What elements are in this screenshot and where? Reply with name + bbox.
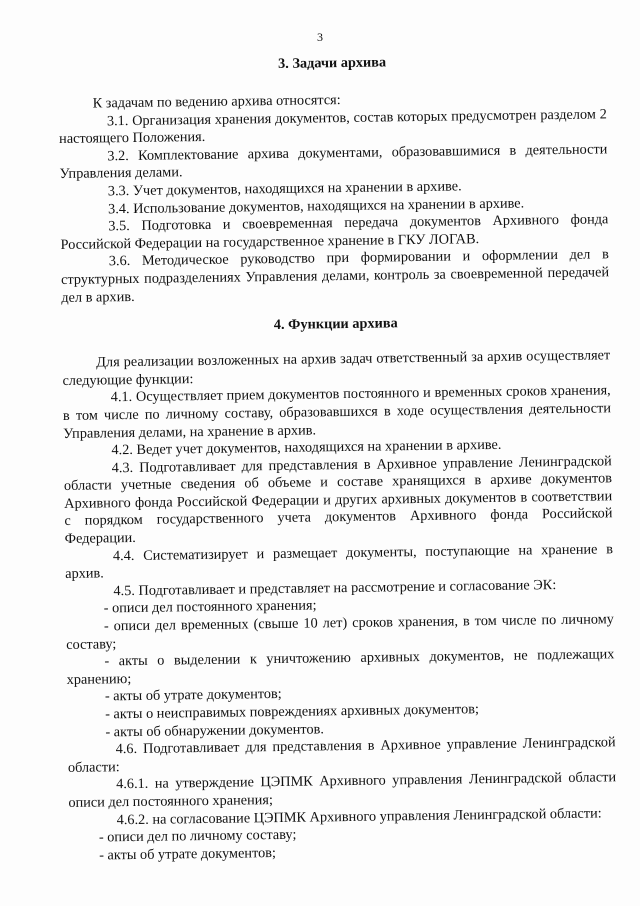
item-3-2: 3.2. Комплектование архива документами, образовавшимися в деятельности Управления делами. [59, 141, 608, 183]
section-3-title: 3. Задачи архива [277, 54, 387, 72]
list-item: - описи дел постоянного хранения; [103, 597, 317, 617]
item-3-1: 3.1. Организация хранения документов, состав которых предусмотрен разделом 2 настоящего Положения. [59, 105, 607, 148]
list-item: - описи дел временных (свыше 10 лет) сроков хранения, в том числе по личному составу; [66, 611, 615, 653]
item-4-4: 4.4. Систематизирует и размещает документы, поступающие на хранение в архив. [65, 540, 614, 583]
document-body [58, 50, 617, 865]
item-3-3: 3.3. Учет документов, находящихся на хранении в архиве. [107, 178, 462, 200]
list-item: - акты о выделении к уничтожению архивных документов, не подлежащих хранению; [66, 646, 615, 688]
list-item: - акты о неисправимых повреждениях архивных документов; [105, 701, 480, 723]
item-4-2: 4.2. Ведет учет документов, находящихся на хранении в архиве. [111, 436, 502, 459]
item-4-6: 4.6. Подготавливает для представления в Архивное управление Ленинградской области: [67, 734, 616, 776]
item-3-6: 3.6. Методическое руководство при формировании и оформлении дел в структурных подразделениях Управления делами, контроль за своевременной передачей дел в архив. [60, 246, 610, 306]
item-4-3: 4.3. Подготавливает для представления в Архивное управление Ленинградской области учетные сведения об объеме и составе хранящихся в архиве документов Архивного фонда Российской Федерации и других архивных документов в соответствии с порядком государственного учета документов Архивного фонда Российской Федерации. [63, 452, 613, 548]
item-4-5: 4.5. Подготавливает и представляет на рассмотрение и согласование ЭК: [113, 576, 557, 600]
section-4-intro: Для реализации возложенных на архив задач ответственный за архив осуществляет следующие функции: [62, 347, 611, 389]
item-4-6-1: 4.6.1. на утверждение ЦЭПМК Архивного управления Ленинградской области описи дел постоянного хранения; [68, 769, 617, 811]
item-4-6-2: 4.6.2. на согласование ЦЭПМК Архивного управления Ленинградской области: [116, 805, 602, 828]
page-number: 3 [317, 30, 323, 44]
item-3-4: 3.4. Использование документов, находящихся на хранении в архиве. [107, 195, 525, 217]
section-3-intro: К задачам по ведению архива относятся: [92, 92, 341, 112]
section-4-title: 4. Функции архива [273, 315, 398, 334]
list-item: - акты об утрате документов; [104, 686, 282, 705]
item-3-5: 3.5. Подготовка и своевременная передача документов Архивного фонда Российской Федерации на государственное хранение в ГКУ ЛОГАВ. [60, 211, 609, 253]
list-item: - описи дел по личному составу; [98, 826, 297, 846]
list-item: - акты об утрате документов; [99, 844, 277, 864]
item-4-1: 4.1. Осуществляет прием документов постоянного и временных сроков хранения, в том числе по личному составу, образовавшихся в ходе осуществления деятельности Управления делами, на хранение в архив. [62, 382, 612, 442]
list-item: - акты об обнаружении документов. [105, 720, 324, 740]
